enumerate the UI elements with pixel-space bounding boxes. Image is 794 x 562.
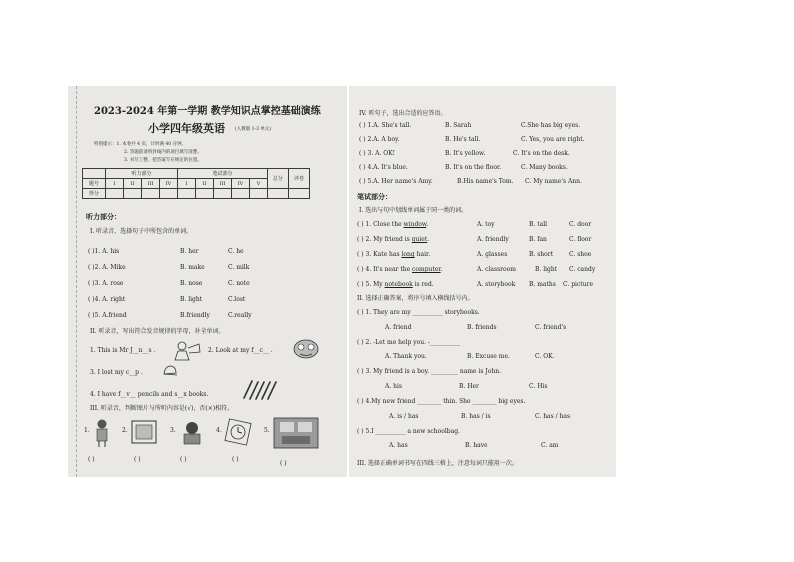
answer-blank-1[interactable]: ( ) bbox=[88, 456, 95, 463]
picture-number-5: 5. bbox=[264, 427, 270, 434]
score-cell: III bbox=[214, 179, 232, 189]
right-page bbox=[349, 86, 616, 477]
question-text[interactable]: ( ) 1. They are my __________ storybooks. bbox=[357, 309, 480, 316]
girl-drawing-icon bbox=[92, 418, 112, 448]
option-b[interactable]: B.friendly bbox=[180, 312, 210, 319]
option-c[interactable]: C. Yes, you are right. bbox=[521, 136, 585, 143]
score-cell: 总分 bbox=[268, 169, 289, 189]
option-b[interactable]: B. It's yellow. bbox=[445, 150, 486, 157]
binding-line bbox=[68, 86, 77, 477]
option-a[interactable]: ( ) 5.A. Her name's Amy. bbox=[359, 178, 433, 185]
face-drawing-icon bbox=[290, 336, 322, 360]
question-text: ( ) 1. Close the window. bbox=[357, 221, 429, 228]
option-a[interactable]: A. Thank you. bbox=[385, 353, 427, 360]
note-1: 特别提示：1. 本卷共 4 页，计时满 40 分钟。 bbox=[94, 142, 187, 147]
score-cell: I bbox=[106, 179, 124, 189]
fill-question-4[interactable]: 4. I have f__v__ pencils and s__x books. bbox=[90, 391, 209, 398]
score-cell: IV bbox=[160, 179, 178, 189]
listening-heading: 听力部分： bbox=[86, 212, 121, 221]
picture-number-3: 3. bbox=[170, 427, 176, 434]
option-b[interactable]: B. has / is bbox=[461, 413, 491, 420]
option-b[interactable]: B. Excuse me. bbox=[467, 353, 510, 360]
option-b[interactable]: B. light bbox=[180, 296, 203, 303]
window-drawing-icon bbox=[130, 419, 158, 445]
question-text: ( ) 4. It's near the computer. bbox=[357, 266, 443, 273]
clock-drawing-icon bbox=[224, 418, 252, 446]
option-b[interactable]: B. Her bbox=[459, 383, 479, 390]
exam-subtitle: 小学四年级英语 bbox=[148, 122, 225, 135]
option-c[interactable]: C. am bbox=[541, 442, 559, 449]
option-c[interactable]: C.really bbox=[228, 312, 252, 319]
option-b[interactable]: B. It's on the floor. bbox=[445, 164, 502, 171]
classroom-drawing-icon bbox=[272, 416, 320, 450]
question-text: ( ) 5. My notebook is red. bbox=[357, 281, 434, 288]
option-b[interactable]: B. maths bbox=[529, 281, 556, 288]
score-cell[interactable] bbox=[124, 189, 142, 199]
option-b[interactable]: B. her bbox=[180, 248, 199, 255]
option-a[interactable]: ( )1. A. his bbox=[88, 248, 120, 255]
score-cell[interactable] bbox=[232, 189, 250, 199]
option-b[interactable]: B. light bbox=[535, 266, 558, 273]
option-c[interactable]: C. Many books. bbox=[521, 164, 568, 171]
option-a[interactable]: A. toy bbox=[477, 221, 495, 228]
option-a[interactable]: A. has bbox=[389, 442, 408, 449]
option-c[interactable]: C.lost bbox=[228, 296, 246, 303]
option-b[interactable]: B. Sarah bbox=[445, 122, 472, 129]
option-c[interactable]: C. candy bbox=[569, 266, 596, 273]
cap-drawing-icon bbox=[162, 364, 178, 378]
note-3: 3. 书写工整，把答案写在规定的位置。 bbox=[124, 158, 202, 163]
section1-instruction: I. 听录音，选择句子中所包含的单词。 bbox=[90, 228, 193, 235]
option-a[interactable]: A. friend bbox=[385, 324, 412, 331]
answer-blank-5[interactable]: ( ) bbox=[280, 460, 287, 467]
score-cell bbox=[83, 169, 106, 179]
score-cell[interactable] bbox=[196, 189, 214, 199]
question-text[interactable]: ( ) 3. My friend is a boy. _________ name is John. bbox=[357, 368, 502, 375]
score-cell[interactable] bbox=[178, 189, 196, 199]
option-c[interactable]: C. note bbox=[228, 280, 250, 287]
option-c[interactable]: C. It's on the desk. bbox=[513, 150, 570, 157]
option-a[interactable]: A. glasses bbox=[477, 251, 508, 258]
option-a[interactable]: ( ) 3. A. OK! bbox=[359, 150, 396, 157]
option-c[interactable]: C. door bbox=[569, 221, 592, 228]
score-cell: 听力部分 bbox=[106, 169, 178, 179]
score-cell: II bbox=[196, 179, 214, 189]
option-c[interactable]: C. has / has bbox=[535, 413, 571, 420]
option-a[interactable]: A. is / has bbox=[389, 413, 419, 420]
option-c[interactable]: C. floor bbox=[569, 236, 592, 243]
boy-drawing-icon bbox=[180, 420, 206, 446]
exam-title: 2023-2024 年第一学期 教学知识点掌控基础演练 bbox=[94, 106, 321, 117]
pencils-drawing-icon bbox=[240, 378, 280, 402]
answer-blank-4[interactable]: ( ) bbox=[232, 456, 239, 463]
answer-blank-3[interactable]: ( ) bbox=[180, 456, 187, 463]
fill-question-1[interactable]: 1. This is Mr J__n__s . bbox=[90, 347, 156, 354]
option-c[interactable]: C. friend's bbox=[535, 324, 567, 331]
question-text: ( ) 2. My friend is quiet. bbox=[357, 236, 430, 243]
option-c[interactable]: C. picture bbox=[563, 281, 594, 288]
score-cell: 笔试部分 bbox=[178, 169, 268, 179]
option-b[interactable]: B. tall bbox=[529, 221, 548, 228]
score-cell[interactable] bbox=[289, 189, 310, 199]
option-a[interactable]: ( ) 2.A. A boy. bbox=[359, 136, 400, 143]
written1-instruction: I. 选出与句中划线单词属于同一类的词。 bbox=[359, 207, 468, 214]
option-b[interactable]: B. He's tall. bbox=[445, 136, 481, 143]
score-cell: 题号 bbox=[83, 179, 106, 189]
question-text[interactable]: ( ) 2. -Let me help you. -__________ bbox=[357, 339, 460, 346]
note-2: 2. 答题前请将封线内的项目填写清楚。 bbox=[124, 150, 202, 155]
left-page bbox=[68, 86, 347, 477]
answer-blank-2[interactable]: ( ) bbox=[134, 456, 141, 463]
option-b[interactable]: B. fan bbox=[529, 236, 547, 243]
section3-instruction: III. 听录音，判断图片与所听内容是(√)，否(×)相符。 bbox=[90, 405, 234, 412]
picture-number-4: 4. bbox=[216, 427, 222, 434]
score-cell: 评卷 bbox=[289, 169, 310, 189]
score-cell: 得分 bbox=[83, 189, 106, 199]
score-cell[interactable] bbox=[106, 189, 124, 199]
option-b[interactable]: B. friends bbox=[467, 324, 497, 331]
question-text: ( ) 3. Kate has long hair. bbox=[357, 251, 431, 258]
man-drawing-icon bbox=[172, 340, 202, 362]
option-a[interactable]: A. his bbox=[385, 383, 403, 390]
fill-question-2[interactable]: 2. Look at my f__c__ . bbox=[208, 347, 273, 354]
option-a[interactable]: ( ) 1.A. She's tall. bbox=[359, 122, 412, 129]
score-cell: IV bbox=[232, 179, 250, 189]
option-a[interactable]: A. friendly bbox=[477, 236, 509, 243]
score-cell: V bbox=[250, 179, 268, 189]
section4-instruction: IV. 听句子，选出合适的应答语。 bbox=[359, 110, 447, 117]
option-c[interactable]: C. OK. bbox=[535, 353, 555, 360]
score-cell[interactable] bbox=[142, 189, 160, 199]
option-a[interactable]: ( ) 4.A. It's blue. bbox=[359, 164, 408, 171]
option-b[interactable]: B. nose bbox=[180, 280, 203, 287]
option-a[interactable]: ( )4. A. right bbox=[88, 296, 126, 303]
score-table bbox=[82, 168, 310, 199]
score-cell[interactable] bbox=[160, 189, 178, 199]
fill-question-3[interactable]: 3. I lost my c__p . bbox=[90, 369, 143, 376]
option-b[interactable]: B. short bbox=[529, 251, 554, 258]
written3-instruction: III. 选择正确单词书写在四线三格上，注意每词只能用一次。 bbox=[357, 460, 518, 467]
option-c[interactable]: C. milk bbox=[228, 264, 250, 271]
score-cell[interactable] bbox=[250, 189, 268, 199]
score-cell: II bbox=[124, 179, 142, 189]
option-c[interactable]: C. he bbox=[228, 248, 244, 255]
score-cell[interactable] bbox=[214, 189, 232, 199]
option-c[interactable]: C.She has big eyes. bbox=[521, 122, 581, 129]
option-a[interactable]: ( )5. A.friend bbox=[88, 312, 127, 319]
option-c[interactable]: C. His bbox=[529, 383, 548, 390]
option-c[interactable]: C. shoe bbox=[569, 251, 592, 258]
option-a[interactable]: A. classroom bbox=[477, 266, 516, 273]
option-b[interactable]: B. make bbox=[180, 264, 205, 271]
picture-number-1: 1. bbox=[84, 427, 90, 434]
written2-instruction: II. 选择正确答案，将序号填入横线括号内。 bbox=[357, 295, 474, 302]
option-c[interactable]: C. My name's Ann. bbox=[525, 178, 582, 185]
score-cell[interactable] bbox=[268, 189, 289, 199]
score-cell: I bbox=[178, 179, 196, 189]
section2-instruction: II. 听录音，写出符合发音规律的字母，补全单词。 bbox=[90, 328, 225, 335]
option-a[interactable]: ( )2. A. Mike bbox=[88, 264, 126, 271]
score-cell: III bbox=[142, 179, 160, 189]
option-a[interactable]: A. storybook bbox=[477, 281, 516, 288]
subtitle-note: (人教版 1-3 单元) bbox=[235, 127, 272, 132]
question-text[interactable]: ( ) 5.I __________ a new schoolbag. bbox=[357, 428, 460, 435]
question-text[interactable]: ( ) 4.My new friend ________ thin. She ________ big eyes. bbox=[357, 398, 526, 405]
written-heading: 笔试部分： bbox=[357, 192, 392, 201]
option-a[interactable]: ( )3. A. rose bbox=[88, 280, 124, 287]
option-b[interactable]: B.His name's Tom. bbox=[457, 178, 514, 185]
picture-number-2: 2. bbox=[122, 427, 128, 434]
option-b[interactable]: B. have bbox=[465, 442, 488, 449]
